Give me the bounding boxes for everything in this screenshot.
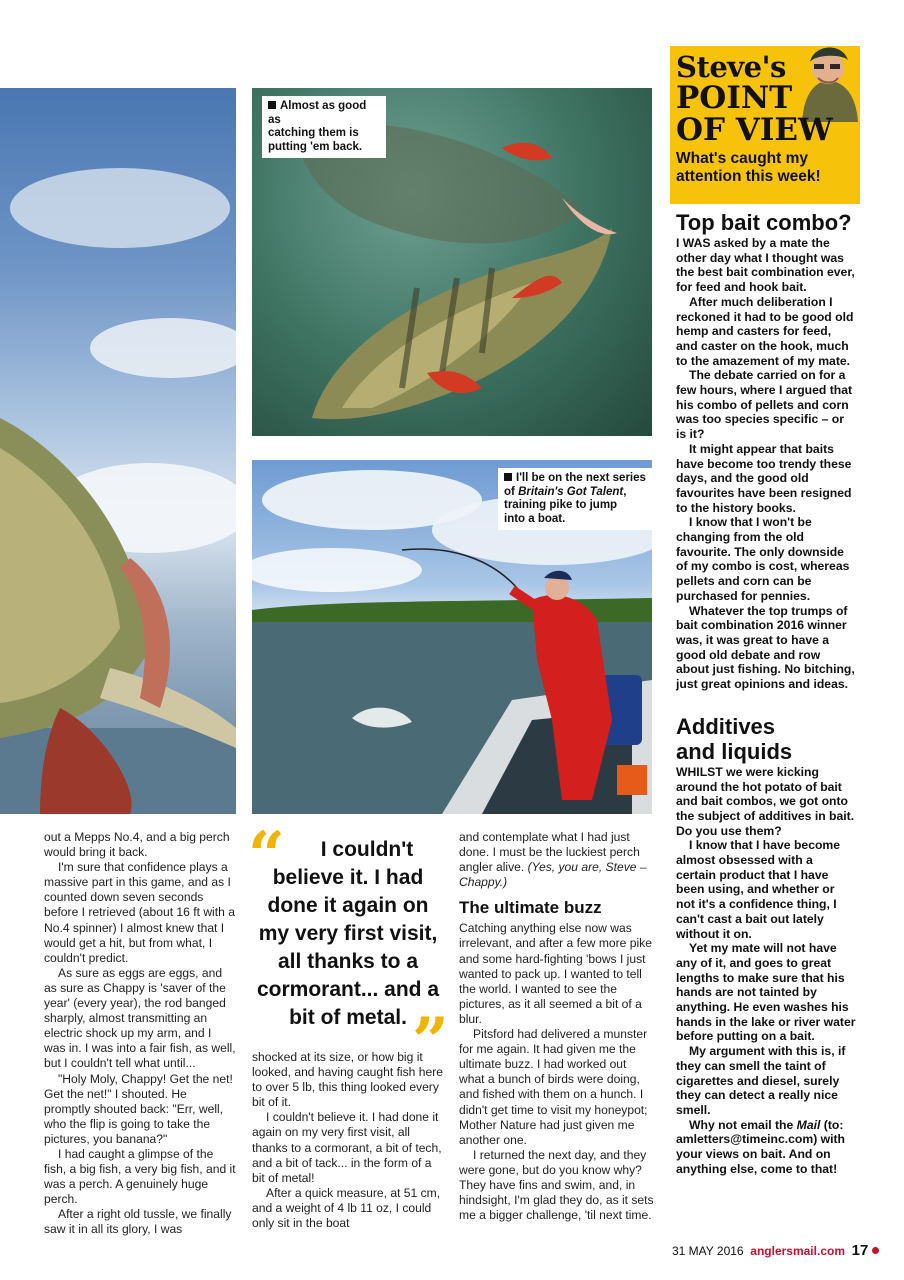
page-number: 17 xyxy=(851,1242,869,1259)
footer-dot-icon xyxy=(872,1247,879,1254)
article-column-1 xyxy=(44,830,236,1238)
sidebar-s2-paragraph-3: Yet my mate will not have any of it, and goes to great lengths to make sure that his hands are not tainted by anything. He even washes his hands in the lake or river water before putting on a bait. xyxy=(676,941,856,1044)
sidebar-s2-paragraph-1: WHILST we were kicking around the hot potato of bait and bait combos, we got onto the subject of additives in bait. Do you use them? xyxy=(676,764,855,838)
article-column-2 xyxy=(252,1050,446,1231)
sidebar-s1-paragraph-2: After much deliberation I reckoned it had to be good old hemp and casters for feed, and caster on the hook, much to the amazement of my mate. xyxy=(676,294,854,368)
sidebar-s1-paragraph-4: It might appear that baits have become too trendy these days, and the good old favourites have been resigned to the history books. xyxy=(676,441,852,515)
mid-caption-comma: , xyxy=(623,485,627,498)
col2-paragraph-2: I couldn't believe it. I had done it again on my very first visit, all thanks to a cormorant, a bit of tech, and a bit of tack... in the form of a bit of metal! xyxy=(252,1110,442,1185)
mid-caption-line-3: training pike to jump xyxy=(504,499,618,511)
col1-paragraph-4: "Holy Moly, Chappy! Get the net! Get the net!" I shouted. He promptly shouted back: "Err, well, who the flip is going to take the pictures, you banana?" xyxy=(44,1071,233,1146)
col3-intro xyxy=(459,830,655,890)
mid-caption-of: of xyxy=(504,485,519,498)
sidebar-masthead xyxy=(676,52,860,186)
col1-paragraph-2: I'm sure that confidence plays a massive part in this game, and as I counted down seven seconds before I retrieved (about 16 ft with a No.4 spinner) I almost knew that I would get a hit, but from what, I couldn't predict. xyxy=(44,860,235,965)
mid-caption-line-4: into a boat. xyxy=(504,512,566,525)
col1-paragraph-5: I had caught a glimpse of the fish, a big fish, a very big fish, and it was a perch. A genuinely huge perch. xyxy=(44,1146,236,1207)
sidebar-s1-paragraph-6: Whatever the top trumps of bait combination 2016 winner was, it was great to have a good old debate and row about just fishing. No bitching, just great opinions and ideas. xyxy=(676,603,855,692)
sidebar-subtitle: What's caught my attention this week! xyxy=(676,150,821,185)
top-caption-line-1: Almost as good as xyxy=(268,100,367,126)
photo-perch-closeup-art xyxy=(0,88,236,814)
sidebar-title-line-1: Steve's xyxy=(676,50,786,84)
mid-caption-show-title: Britain's Got Talent xyxy=(518,485,624,498)
sidebar-heading-additives-line-1: Additives xyxy=(676,713,776,739)
photo-perch-closeup xyxy=(0,88,236,814)
photo-underwater-perch xyxy=(252,88,652,436)
sidebar-cta-b: (to: amletters@timeinc.com) with your views on bait. And on anything else, come to that! xyxy=(676,1117,846,1176)
sidebar-s1-paragraph-1: I WAS asked by a mate the other day what I thought was the best bait combination ever, for feed and hook bait. xyxy=(676,236,855,295)
col1-paragraph-3: As sure as eggs are eggs, and as sure as Chappy is 'saver of the year' (every year), the rod banged sharply, almost transmitting an electric shock up my arm, and I was in. I was into a fair fish, as well, but I couldn't tell what until... xyxy=(44,965,236,1071)
caption-bullet-icon xyxy=(504,473,512,481)
sidebar-heading-top-bait: Top bait combo? xyxy=(676,210,852,235)
col3-paragraph-3: I returned the next day, and they were gone, but do you know why? They have fins and swim, and, in hindsight, I'm glad they do, as it sets me a bigger challenge, 'til next time. xyxy=(459,1147,654,1223)
issue-date: 31 MAY 2016 xyxy=(672,1244,744,1258)
pull-quote xyxy=(248,818,446,1032)
col1-paragraph-1: out a Mepps No.4, and a big perch would bring it back. xyxy=(44,830,230,860)
mid-photo-caption xyxy=(498,468,652,530)
col3-paragraph-2: Pitsford had delivered a munster for me again. It had given me the ultimate buzz. I had worked out what a bunch of birds were doing, and fished with them on a hunch. I didn't get time to visit my honeypot; Mother Nature had just given me another one. xyxy=(459,1027,648,1147)
open-quote-icon: “ xyxy=(248,818,285,893)
sidebar-cta-a: Why not email the xyxy=(689,1117,797,1132)
close-quote-icon: ” xyxy=(412,1004,449,1079)
sidebar-s1-paragraph-3: The debate carried on for a few hours, where I argued that his combo of pellets and corn was too species specific – or is it? xyxy=(676,368,853,442)
col3-paragraph-1: Catching anything else now was irrelevant, and after a few more pike and some hard-fighting 'bows I just wanted to pack up. I wanted to tell the world. I wanted to see the pictures, as it all seemed a bit of a blur. xyxy=(459,921,652,1026)
top-photo-caption xyxy=(262,96,386,158)
col2-paragraph-3: After a quick measure, at 51 cm, and a weight of 4 lb 11 oz, I could only sit in the boat xyxy=(252,1185,441,1231)
website-name: anglersmail.com xyxy=(750,1244,845,1258)
col3-intro-aside: (Yes, you are, Steve – Chappy.) xyxy=(459,860,647,890)
sidebar-s1-paragraph-5: I know that I won't be changing from the old favourite. The only downside of my combo is cost, whereas pellets and corn can be purchased for pennies. xyxy=(676,515,850,603)
pull-quote-text: I couldn't believe it. I had done it again on my very first visit, all thanks to a cormorant... and a bit of metal. xyxy=(256,838,440,1029)
sidebar-s2-paragraph-2: I know that I have become almost obsessed with a certain product that I have been using, and whether or not it's a confidence thing, I can't cast a bait out lately without it on. xyxy=(676,838,841,941)
caption-bullet-icon xyxy=(268,101,276,109)
col2-paragraph-1: shocked at its size, or how big it looked, and having caught fish here to over 5 lb, this thing looked every bit of it. xyxy=(252,1050,443,1110)
section-heading-ultimate-buzz: The ultimate buzz xyxy=(459,898,602,918)
top-caption-line-3: putting 'em back. xyxy=(268,140,363,153)
sidebar-title-line-3: OF VIEW xyxy=(676,112,833,148)
sidebar-text xyxy=(676,210,856,1176)
mid-caption-line-1: I'll be on the next series xyxy=(516,472,646,484)
page-footer xyxy=(672,1242,879,1259)
col3-intro-text: and contemplate what I had just done. I must be the luckiest perch angler alive. xyxy=(459,830,640,875)
top-caption-line-2: catching them is xyxy=(268,127,359,139)
sidebar-heading-additives xyxy=(676,714,856,764)
sidebar-s2-paragraph-4: My argument with this is, if they can smell the taint of cigarettes and diesel, surely they can detect a really nice smell. xyxy=(676,1044,846,1117)
col1-paragraph-6: After a right old tussle, we finally saw it in all its glory, I was xyxy=(44,1207,232,1237)
sidebar-s2-paragraph-5 xyxy=(676,1118,856,1177)
sidebar-heading-additives-line-2: and liquids xyxy=(676,738,793,764)
article-column-3 xyxy=(459,830,655,1223)
photo-angler-boat xyxy=(252,460,652,814)
sidebar-title-line-2: POINT xyxy=(676,80,793,116)
sidebar-cta-mail: Mail xyxy=(796,1117,821,1132)
